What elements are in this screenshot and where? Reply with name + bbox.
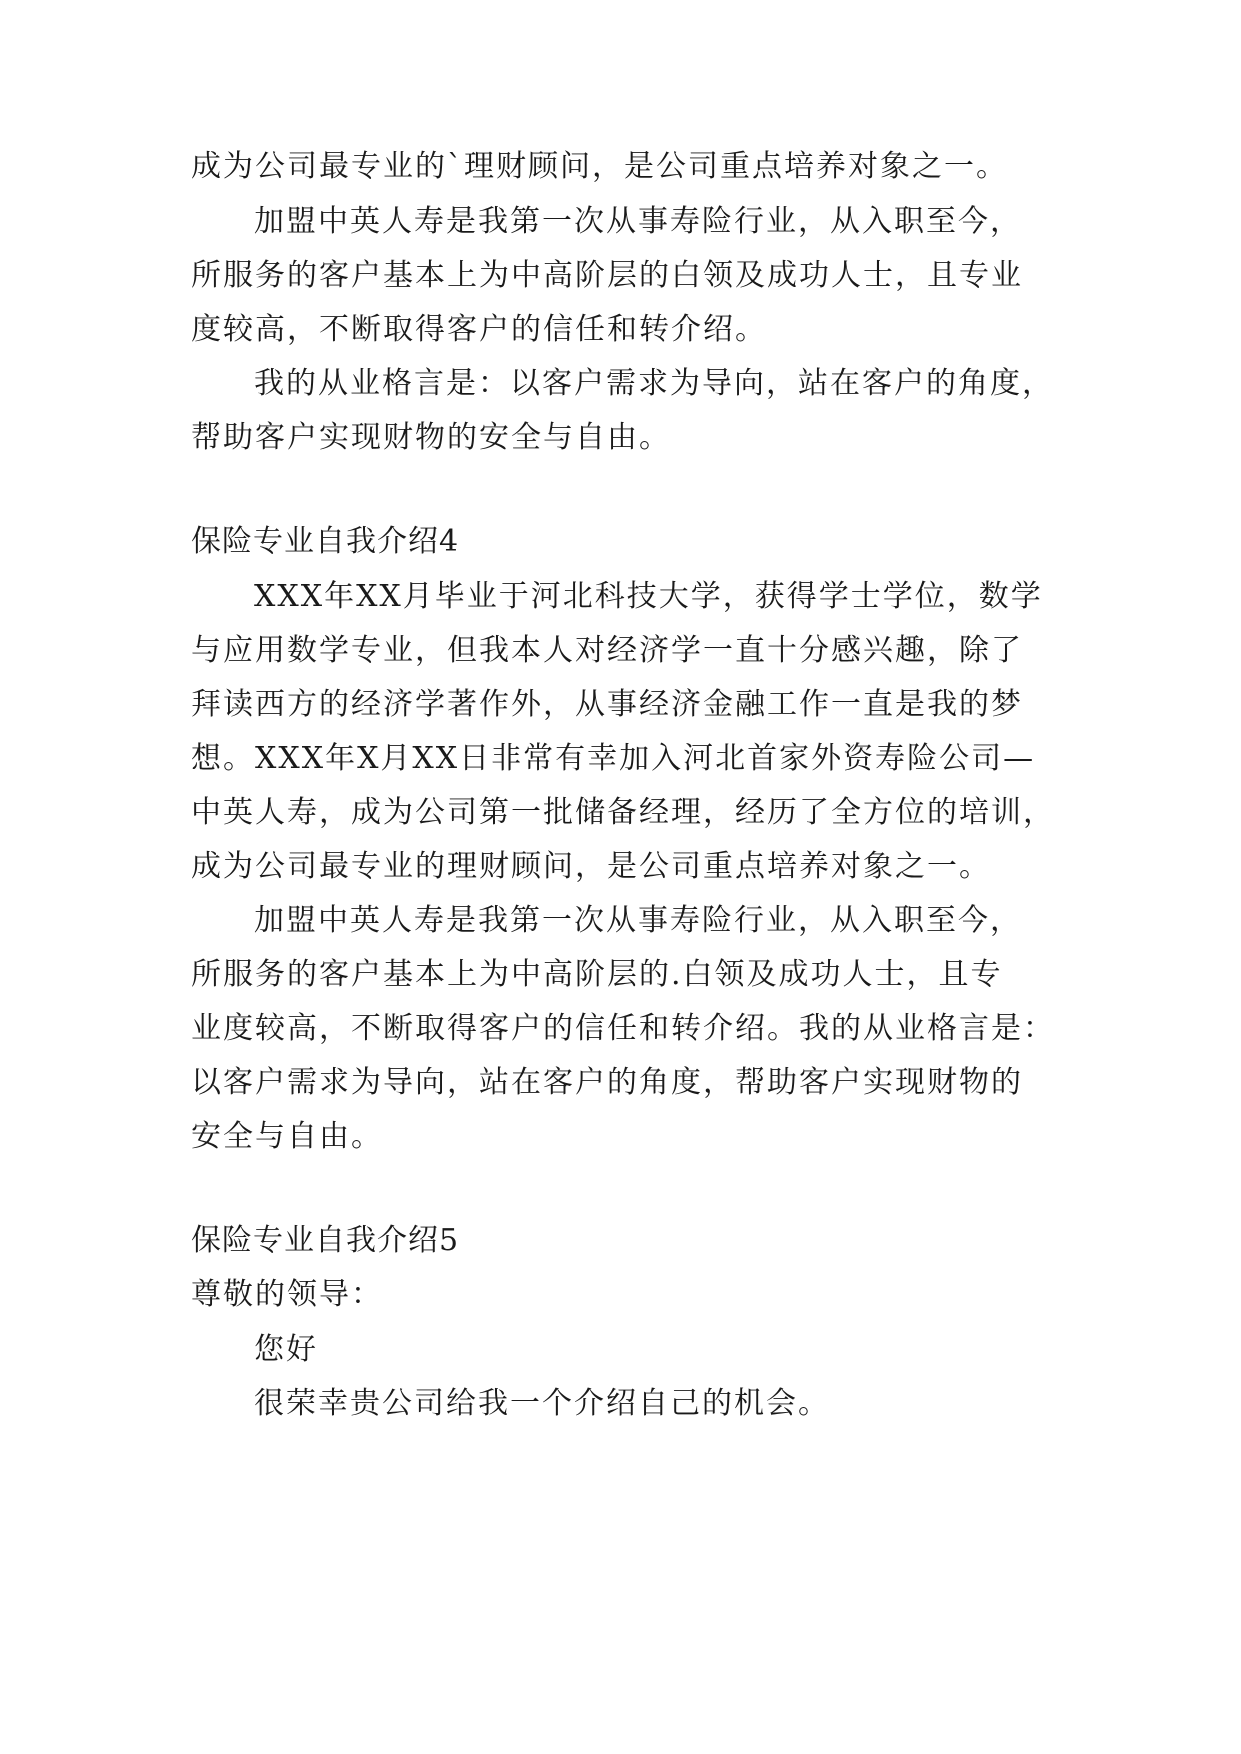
paragraph-line: 成为公司最专业的`理财顾问，是公司重点培养对象之一。 xyxy=(191,149,1008,184)
paragraph-line: 很荣幸贵公司给我一个介绍自己的机会。 xyxy=(254,1386,830,1421)
paragraph-line: 我的从业格言是：以客户需求为导向，站在客户的角度， xyxy=(254,366,1054,401)
paragraph-line: 帮助客户实现财物的安全与自由。 xyxy=(191,420,671,455)
paragraph-line: 度较高，不断取得客户的信任和转介绍。 xyxy=(191,312,767,347)
paragraph-line: 所服务的客户基本上为中高阶层的.白领及成功人士，且专 xyxy=(191,957,1003,992)
paragraph-line: 加盟中英人寿是我第一次从事寿险行业，从入职至今， xyxy=(254,204,1022,239)
paragraph-line: 以客户需求为导向，站在客户的角度，帮助客户实现财物的 xyxy=(191,1065,1023,1100)
paragraph-line: XXX年XX月毕业于河北科技大学，获得学士学位，数学 xyxy=(254,579,1043,614)
paragraph-line: 安全与自由。 xyxy=(191,1119,383,1154)
paragraph-line: 拜读西方的经济学著作外，从事经济金融工作一直是我的梦 xyxy=(191,687,1023,722)
paragraph-line: 成为公司最专业的理财顾问，是公司重点培养对象之一。 xyxy=(191,849,991,884)
paragraph-line: 想。XXX年X月XX日非常有幸加入河北首家外资寿险公司— xyxy=(191,741,1036,776)
greeting-line: 您好 xyxy=(254,1332,318,1367)
salutation-line: 尊敬的领导： xyxy=(191,1277,383,1312)
paragraph-line: 业度较高，不断取得客户的信任和转介绍。我的从业格言是： xyxy=(191,1011,1055,1046)
section-heading: 保险专业自我介绍4 xyxy=(191,524,460,559)
paragraph-line: 与应用数学专业，但我本人对经济学一直十分感兴趣，除了 xyxy=(191,633,1023,668)
paragraph-line: 所服务的客户基本上为中高阶层的白领及成功人士，且专业 xyxy=(191,258,1023,293)
paragraph-line: 中英人寿，成为公司第一批储备经理，经历了全方位的培训， xyxy=(191,795,1055,830)
paragraph-line: 加盟中英人寿是我第一次从事寿险行业，从入职至今， xyxy=(254,903,1022,938)
section-heading: 保险专业自我介绍5 xyxy=(191,1223,460,1258)
